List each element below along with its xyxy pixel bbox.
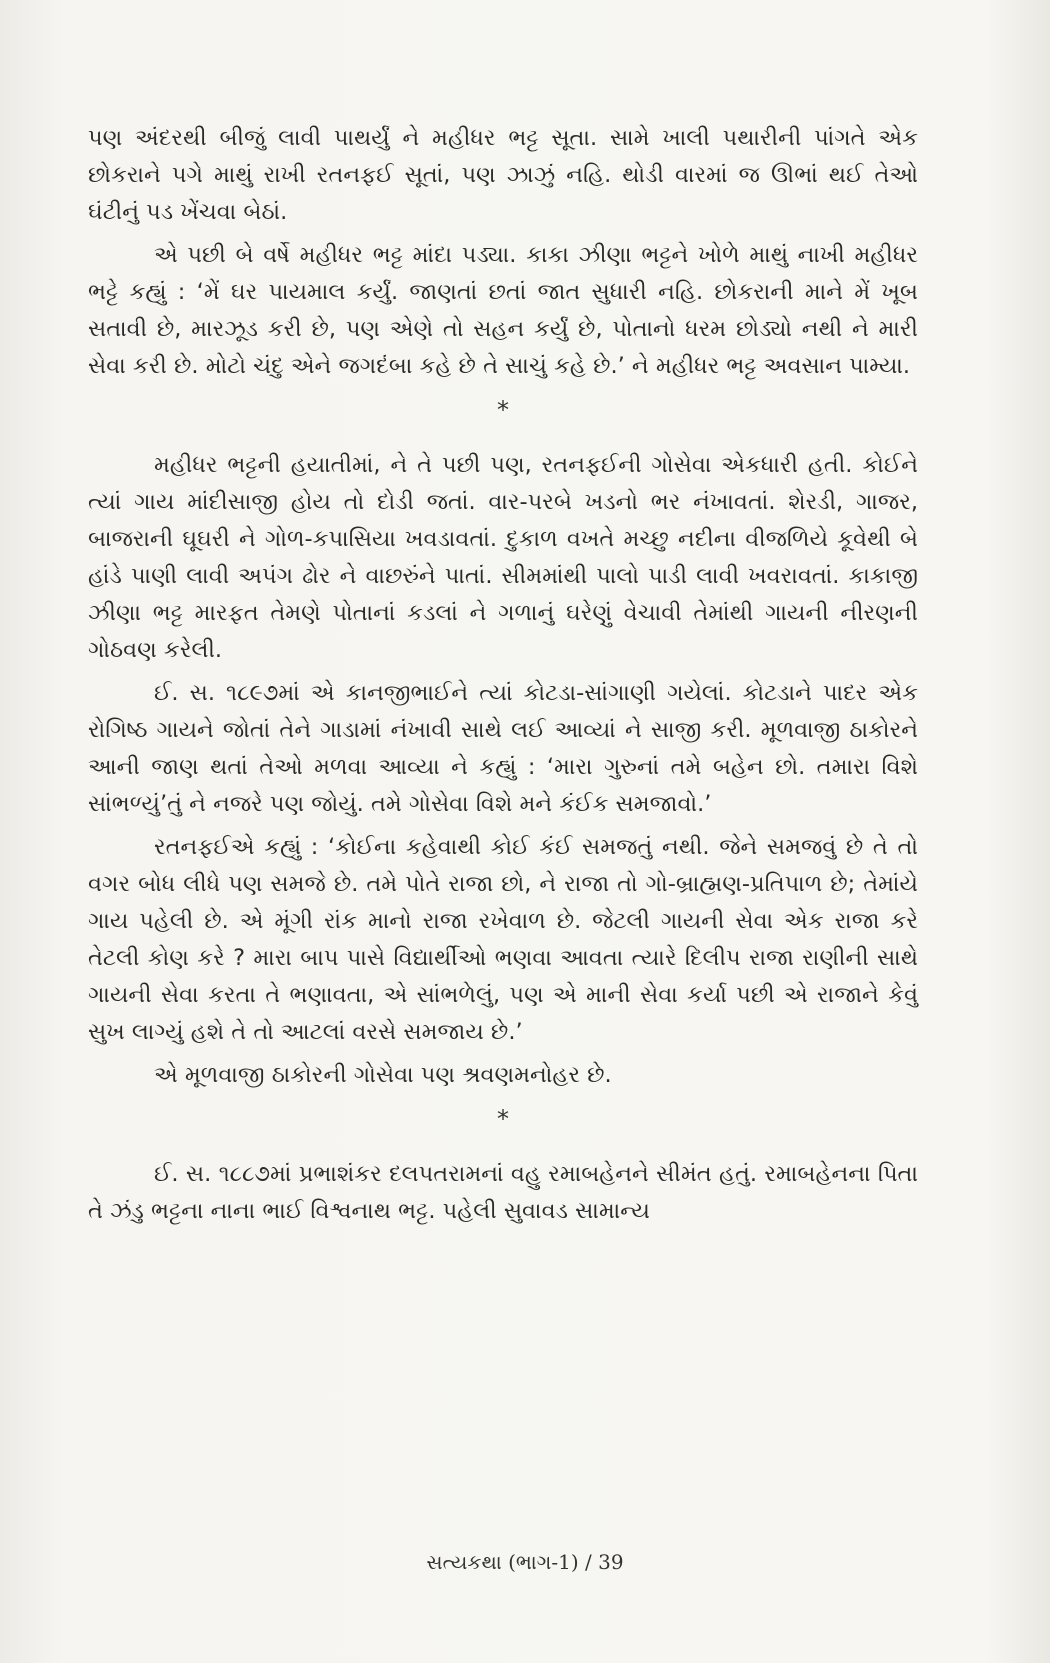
paragraph-5: રતનફઈએ કહ્યું : ‘કોઈના કહેવાથી કોઈ કંઈ સમજતું નથી. જેને સમજવું છે તે તો વગર બોધ લીધે પણ સમજે છે. તમે પોતે રાજા છો, ને રાજા તો ગો-બ્રાહ્મણ-પ્રતિપાળ છે; તેમાંયે ગાય પહેલી છે. એ મૂંગી રાંક માનો રાજા રખેવાળ છે. જેટલી ગાયની સેવા એક રાજા કરે તેટલી કોણ કરે ? મારા બાપ પાસે વિદ્યાર્થીઓ ભણવા આવતા ત્યારે દિલીપ રાજા રાણીની સાથે ગાયની સેવા કરતા તે ભણાવતા, એ સાંભળેલું, પણ એ માની સેવા કર્યા પછી એ રાજાને કેવું સુખ લાગ્યું હશે તે તો આટલાં વરસે સમજાય છે.’ <box>88 834 918 1045</box>
section-divider-2: * <box>497 1105 509 1133</box>
paragraph-2: એ પછી બે વર્ષે મહીધર ભટ્ટ માંદા પડ્યા. કાકા ઝીણા ભટ્ટને ખોળે માથું નાખી મહીધર ભટ્ટે કહ્યું : ‘મેં ઘર પાયમાલ કર્યું. જાણતાં છતાં જાત સુધારી નહિ. છોકરાની માને મેં ખૂબ સતાવી છે, મારઝૂડ કરી છે, પણ એણે તો સહન કર્યું છે, પોતાનો ધરમ છોડ્યો નથી ને મારી સેવા કરી છે. મોટો ચંદુ એને જગદંબા કહે છે તે સાચું કહે છે.’ ને મહીધર ભટ્ટ અવસાન પામ્યા. <box>88 242 918 379</box>
paragraph-1: પણ અંદરથી બીજું લાવી પાથર્યું ને મહીધર ભટ્ટ સૂતા. સામે ખાલી પથારીની પાંગતે એક છોકરાને પગે માથું રાખી રતનફઈ સૂતાં, પણ ઝાઝું નહિ. થોડી વારમાં જ ઊભાં થઈ તેઓ ઘંટીનું પડ ખેંચવા બેઠાં. <box>88 125 918 225</box>
paragraph-3: મહીધર ભટ્ટની હયાતીમાં, ને તે પછી પણ, રતનફઈની ગોસેવા એકધારી હતી. કોઈને ત્યાં ગાય માંદીસાજી હોય તો દોડી જતાં. વાર-પરબે ખડનો ભર નંખાવતાં. શેરડી, ગાજર, બાજરાની ઘૂઘરી ને ગોળ-કપાસિયા ખવડાવતાં. દુકાળ વખતે મચ્છુ નદીના વીજળિયે કૂવેથી બે હાંડે પાણી લાવી અપંગ ઢોર ને વાછરુંને પાતાં. સીમમાંથી પાલો પાડી લાવી ખવરાવતાં. કાકાજી ઝીણા ભટ્ટ મારફત તેમણે પોતાનાં કડલાં ને ગળાનું ઘરેણું વેચાવી તેમાંથી ગાયની નીરણની ગોઠવણ કરેલી. <box>88 452 918 663</box>
paragraph-4: ઈ. સ. ૧૮૯૭માં એ કાનજીભાઈને ત્યાં કોટડા-સાંગાણી ગયેલાં. કોટડાને પાદર એક રોગિષ્ઠ ગાયને જોતાં તેને ગાડામાં નંખાવી સાથે લઈ આવ્યાં ને સાજી કરી. મૂળવાજી ઠાકોરને આની જાણ થતાં તેઓ મળવા આવ્યા ને કહ્યું : ‘મારા ગુરુનાં તમે બહેન છો. તમારા વિશે સાંભળ્યું’તું ને નજરે પણ જોયું. તમે ગોસેવા વિશે મને કંઈક સમજાવો.’ <box>88 680 918 817</box>
page-body <box>88 120 918 1236</box>
paragraph-6: એ મૂળવાજી ઠાકોરની ગોસેવા પણ શ્રવણમનોહર છે. <box>154 1062 612 1088</box>
section-divider-1: * <box>497 396 509 424</box>
page-footer: સત્યકથા (ભાગ-1) / 39 <box>426 1550 624 1574</box>
paragraph-7: ઈ. સ. ૧૮૮૭માં પ્રભાશંકર દલપતરામનાં વહુ રમાબહેનને સીમંત હતું. રમાબહેનના પિતા તે ઝંડુ ભટ્ટના નાના ભાઈ વિશ્વનાથ ભટ્ટ. પહેલી સુવાવડ સામાન્ય <box>88 1161 918 1224</box>
